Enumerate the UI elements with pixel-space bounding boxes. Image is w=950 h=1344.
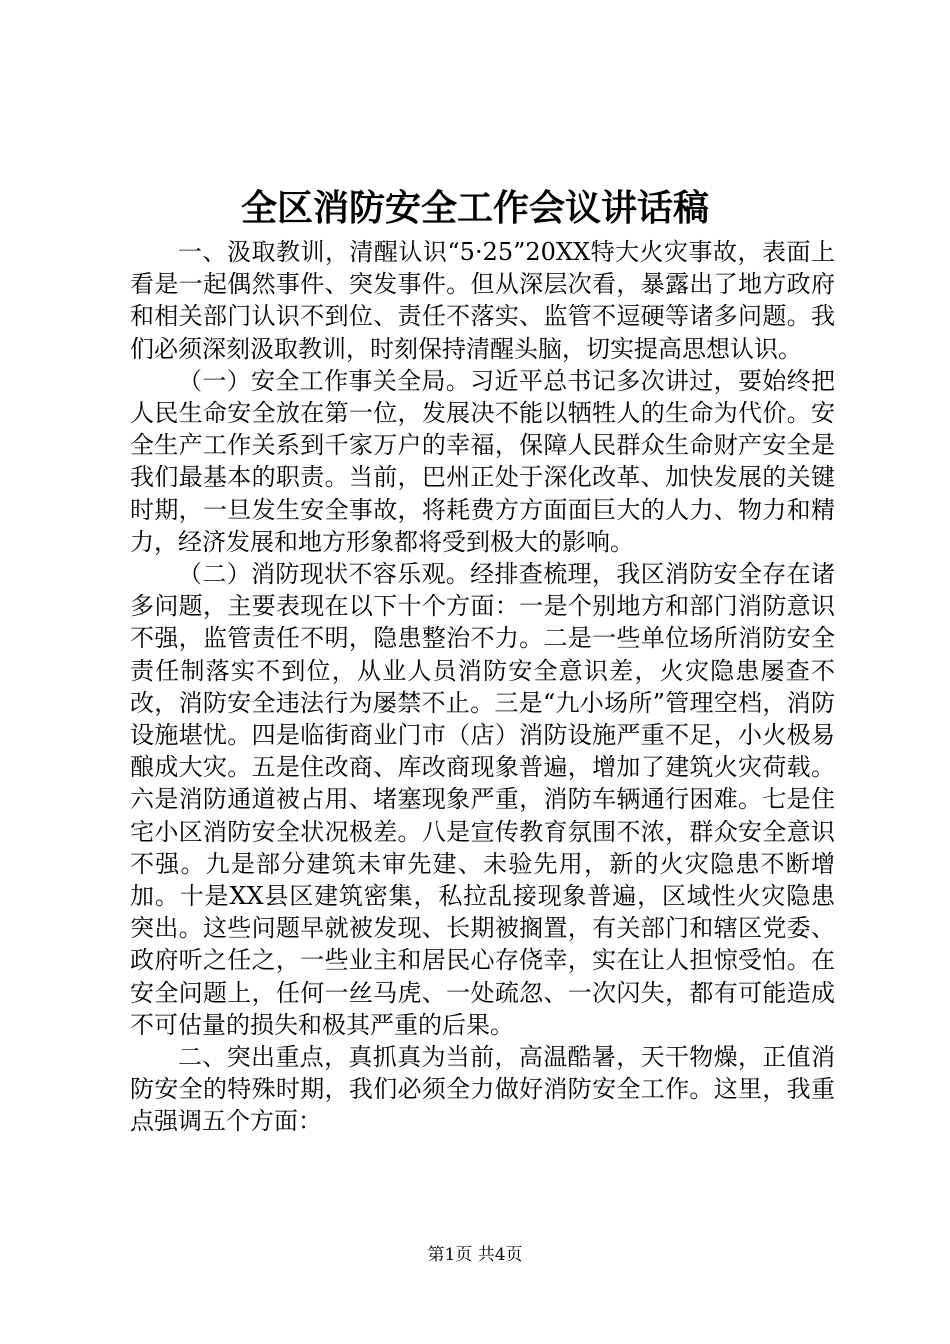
paragraph-2: （一）安全工作事关全局。习近平总书记多次讲过，要始终把人民生命安全放在第一位，发展决不能以牺牲人的生命为代价。安全生产工作关系到千家万户的幸福，保障人民群众生命财产安全是我们最基本的职责。当前，巴州正处于深化改革、加快发展的关键时期，一旦发生安全事故，将耗费方方面面巨大的人力、物力和精力，经济发展和地方形象都将受到极大的影响。 bbox=[130, 366, 835, 556]
paragraph-3: （二）消防现状不容乐观。经排查梳理，我区消防安全存在诸多问题，主要表现在以下十个方面：一是个别地方和部门消防意识不强，监管责任不明，隐患整治不力。二是一些单位场所消防安全责任制落实不到位，从业人员消防安全意识差，火灾隐患屡查不改，消防安全违法行为屡禁不止。三是“九小场所”管理空档，消防设施堪忧。四是临街商业门市（店）消防设施严重不足，小火极易酿成大灾。五是住改商、库改商现象普遍，增加了建筑火灾荷载。六是消防通道被占用、堵塞现象严重，消防车辆通行困难。七是住宅小区消防安全状况极差。八是宣传教育氛围不浓，群众安全意识不强。九是部分建筑未审先建、未验先用，新的火灾隐患不断增加。十是XX县区建筑密集，私拉乱接现象普遍，区域性火灾隐患突出。这些问题早就被发现、长期被搁置，有关部门和辖区党委、政府听之任之，一些业主和居民心存侥幸，实在让人担惊受怕。在安全问题上，任何一丝马虎、一处疏忽、一次闪失，都有可能造成不可估量的损失和极其严重的后果。 bbox=[130, 560, 835, 1039]
paragraph-1: 一、汲取教训，清醒认识“5·25”20XX特大火灾事故，表面上看是一起偶然事件、突发事件。但从深层次看，暴露出了地方政府和相关部门认识不到位、责任不落实、监管不逗硬等诸多问题。我们必须深刻汲取教训，时刻保持清醒头脑，切实提高思想认识。 bbox=[130, 238, 835, 363]
document-title: 全区消防安全工作会议讲话稿 bbox=[240, 187, 709, 229]
page-footer: 第1页 共4页 bbox=[427, 1245, 523, 1265]
document-body bbox=[130, 236, 835, 1138]
paragraph-4: 二、突出重点，真抓真为当前，高温酷暑，天干物燥，正值消防安全的特殊时期，我们必须全力做好消防安全工作。这里，我重点强调五个方面： bbox=[130, 1043, 835, 1136]
